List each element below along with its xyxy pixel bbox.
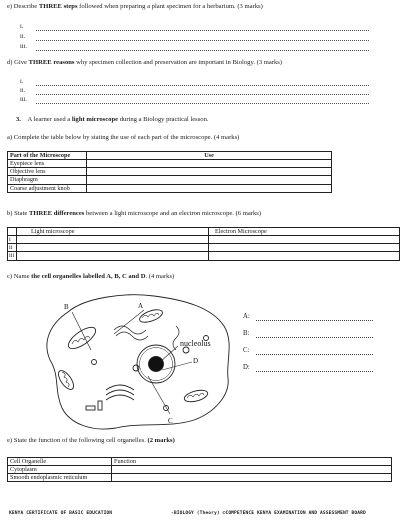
column-header: Use [87,152,332,160]
mitochondrion-icon [56,368,77,392]
use-cell[interactable] [87,160,332,168]
list-marker: iii. [20,43,27,50]
microscope-differences-table [7,227,400,261]
answer-line[interactable] [36,50,369,51]
microscope-parts-table [7,151,332,193]
answer-line-c[interactable] [256,354,373,355]
question-3e-prompt: e) State the function of the following cell organelles. (2 marks) [7,437,175,444]
table-row [8,466,392,474]
footer-right: -BIOLOGY (Theory) ©COMPETENCE KENYA EXAMINATION AND ASSESSMENT BOARD [171,511,366,516]
question-3-prompt: 3. A learner used a light microscope during a Biology practical lesson. [16,116,209,123]
list-marker: i. [20,78,24,85]
answer-cell[interactable] [17,244,209,252]
answer-line[interactable] [36,30,369,31]
answer-line[interactable] [36,103,369,104]
organelle-cell: Cytoplasm [8,466,112,474]
list-marker: iii. [20,96,27,103]
table-row [8,176,332,184]
question-3a-prompt: a) Complete the table below by stating the use of each part of the microscope. (4 marks) [7,134,240,141]
animal-cell-diagram [36,290,236,432]
answer-label-b: B: [243,330,250,337]
answer-cell[interactable] [17,252,209,260]
row-marker: i [8,236,17,244]
mitochondrion-icon [65,323,99,352]
function-cell[interactable] [112,466,392,474]
row-marker: iii [8,252,17,260]
answer-line[interactable] [36,94,369,95]
answer-line-d[interactable] [256,371,373,372]
centriole-icon [86,401,102,410]
footer-left: KENYA CERTIFICATE OF BASIC EDUCATION [9,511,113,516]
column-header: Light microscope [17,228,209,236]
organelle-function-table [7,457,392,482]
question-3c-prompt: c) Name the cell organelles labelled A, B, C and D. (4 marks) [7,273,175,280]
table-header-row [8,228,400,236]
mitochondrion-icon [183,388,209,404]
answer-cell[interactable] [209,252,400,260]
column-header: Part of the Microscope [8,152,87,160]
table-row [8,474,392,482]
answer-line-b[interactable] [256,337,373,338]
golgi-apparatus-icon [106,385,134,400]
use-cell[interactable] [87,168,332,176]
nucleus-icon [137,345,175,383]
list-marker: ii. [20,87,26,94]
answer-line-a[interactable] [256,320,373,321]
table-row [8,160,332,168]
table-header-row [8,458,392,466]
table-row [8,184,332,192]
answer-label-a: A: [243,313,250,320]
table-row [8,168,332,176]
column-header: Function [112,458,392,466]
answer-cell[interactable] [17,236,209,244]
answer-label-c: C: [243,347,250,354]
list-marker: i. [20,23,24,30]
column-header: Electron Microscope [209,228,400,236]
row-marker: ii [8,244,17,252]
column-header [8,228,17,236]
part-cell: Coarse adjustment knob [8,184,87,192]
answer-line[interactable] [36,40,369,41]
part-cell: Eyepiece lens [8,160,87,168]
part-cell: Objective lens [8,168,87,176]
question-e-prompt: e) Describe THREE steps followed when preparing a plant specimen for a herbarium. (3 marks) [7,3,263,10]
organelle-cell: Smooth endoplasmic reticulum [8,474,112,482]
table-row [8,236,400,244]
function-cell[interactable] [112,474,392,482]
answer-cell[interactable] [209,244,400,252]
table-header-row [8,152,332,160]
answer-line[interactable] [36,85,369,86]
answer-label-d: D: [243,364,250,371]
list-marker: ii. [20,33,26,40]
endoplasmic-reticulum-icon [114,326,179,350]
label-c: C [168,417,173,425]
column-header: Cell Organelle [8,458,112,466]
label-d: D [193,357,199,365]
question-3b-prompt: b) State THREE differences between a light microscope and an electron microscope. (6 marks) [7,210,262,217]
label-a: A [138,302,144,310]
label-nucleolus: nucleolus [180,339,211,348]
table-row [8,244,400,252]
question-d-prompt: d) Give THREE reasons why specimen collection and preservation are important in Biology. (3 marks) [7,59,283,66]
part-cell: Diaphragm [8,176,87,184]
answer-cell[interactable] [209,236,400,244]
label-b: B [64,303,69,311]
use-cell[interactable] [87,176,332,184]
use-cell[interactable] [87,184,332,192]
table-row [8,252,400,260]
